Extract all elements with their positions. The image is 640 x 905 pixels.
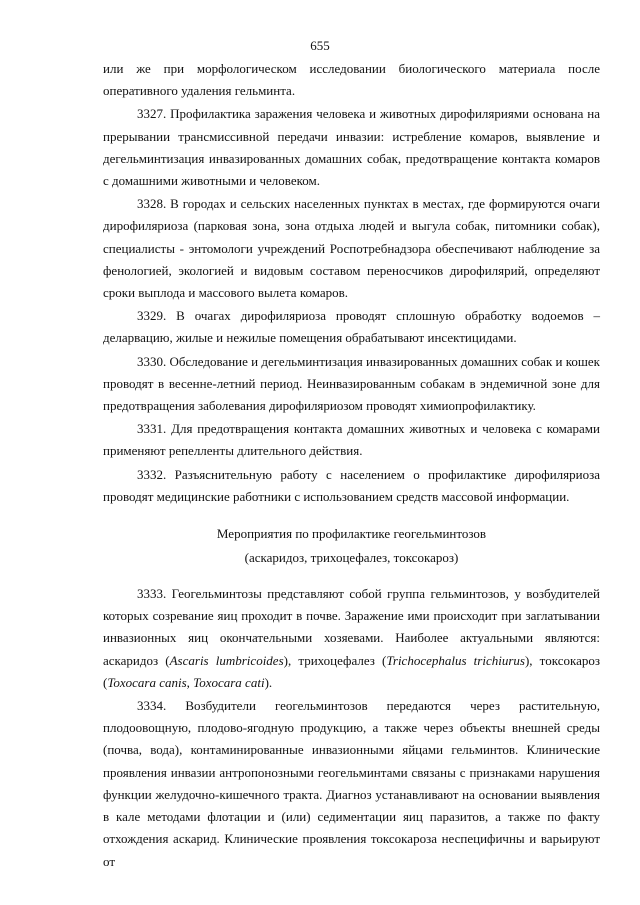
p3333-text-c: ), токсокароз ( <box>103 652 600 690</box>
section-title: Мероприятия по профилактике геогельминтозов <box>216 526 487 542</box>
latin-ascaris: Ascaris lumbricoides <box>169 652 284 668</box>
paragraph-3333 <box>103 583 600 694</box>
latin-trichocephalus: Trichocephalus trichiurus <box>386 652 525 668</box>
page-number: 655 <box>310 38 330 53</box>
p3333-text-a: 3333. Геогельминтозы представляют собой группа гельминтозов, у возбудителей которых созревание яиц проходит в почве. Заражение ими происходит при заглатывании инвазионных яиц окончательными хозяевами. Наиболее актуальными являются: аскаридоз ( <box>103 586 600 668</box>
paragraph-3332: 3332. Разъяснительную работу с населением о профилактике дирофиляриоза проводят медицинские работники с использованием средств массовой информации. <box>103 466 600 504</box>
p3333-text-b: ), трихоцефалез ( <box>283 652 387 668</box>
paragraph-continuation: или же при морфологическом исследовании биологического материала после оперативного удаления гельминта. <box>103 61 600 99</box>
paragraph-3327: 3327. Профилактика заражения человека и животных дирофиляриями основана на прерывании трансмиссивной передачи инвазии: истребление комаров, выявление и дегельминтизация инвазированных домашних собак, предотвращение контакта комаров с домашними животными и человеком. <box>103 106 600 189</box>
paragraph-3330: 3330. Обследование и дегельминтизация инвазированных домашних собак и кошек проводят в весенне-летний период. Неинвазированным собакам в эндемичной зоне для предотвращения заболевания дирофиляриозом проводят химиопрофилактику. <box>103 353 600 414</box>
paragraph-3329: 3329. В очагах дирофиляриоза проводят сплошную обработку водоемов – деларвацию, жилые и нежилые помещения обрабатывают инсектицидами. <box>103 308 600 346</box>
paragraph-3328: 3328. В городах и сельских населенных пунктах в местах, где формируются очаги дирофиляриоза (парковая зона, зона отдыха людей и выгула собак, питомники собак), специалисты - энтомологи учреждений Роспотребнадзора обеспечивают наблюдение за фенологией, экологией и видовым составом переносчиков дирофилярий, определяют сроки выплода и массового вылета комаров. <box>103 196 600 301</box>
section-subtitle: (аскаридоз, трихоцефалез, токсокароз) <box>244 550 459 566</box>
document-body <box>103 58 600 873</box>
paragraph-3331: 3331. Для предотвращения контакта домашних животных и человека с комарами применяют репелленты длительного действия. <box>103 421 600 459</box>
latin-toxocara-cati: Toxocara cati <box>193 674 265 690</box>
paragraph-3334: 3334. Возбудители геогельминтозов передаются через растительную, плодоовощную, плодово-ягодную продукцию, а также через объекты внешней среды (почва, вода), контаминированные инвазионными яйцами гельминтов. Клинические проявления инвазии антропонозными геогельминтами связаны с признаками нарушения функции желудочно-кишечного тракта. Диагноз устанавливают на основании выявления в кале методами флотации и (или) седиментации яиц паразитов, а также по факту отхождения аскарид. Клинические проявления токсокароза неспецифичны и варьируют от <box>103 698 600 869</box>
latin-toxocara-canis: Toxocara canis <box>107 674 187 690</box>
p3333-text-d: , <box>186 674 194 690</box>
p3333-text-e: ). <box>264 674 273 690</box>
